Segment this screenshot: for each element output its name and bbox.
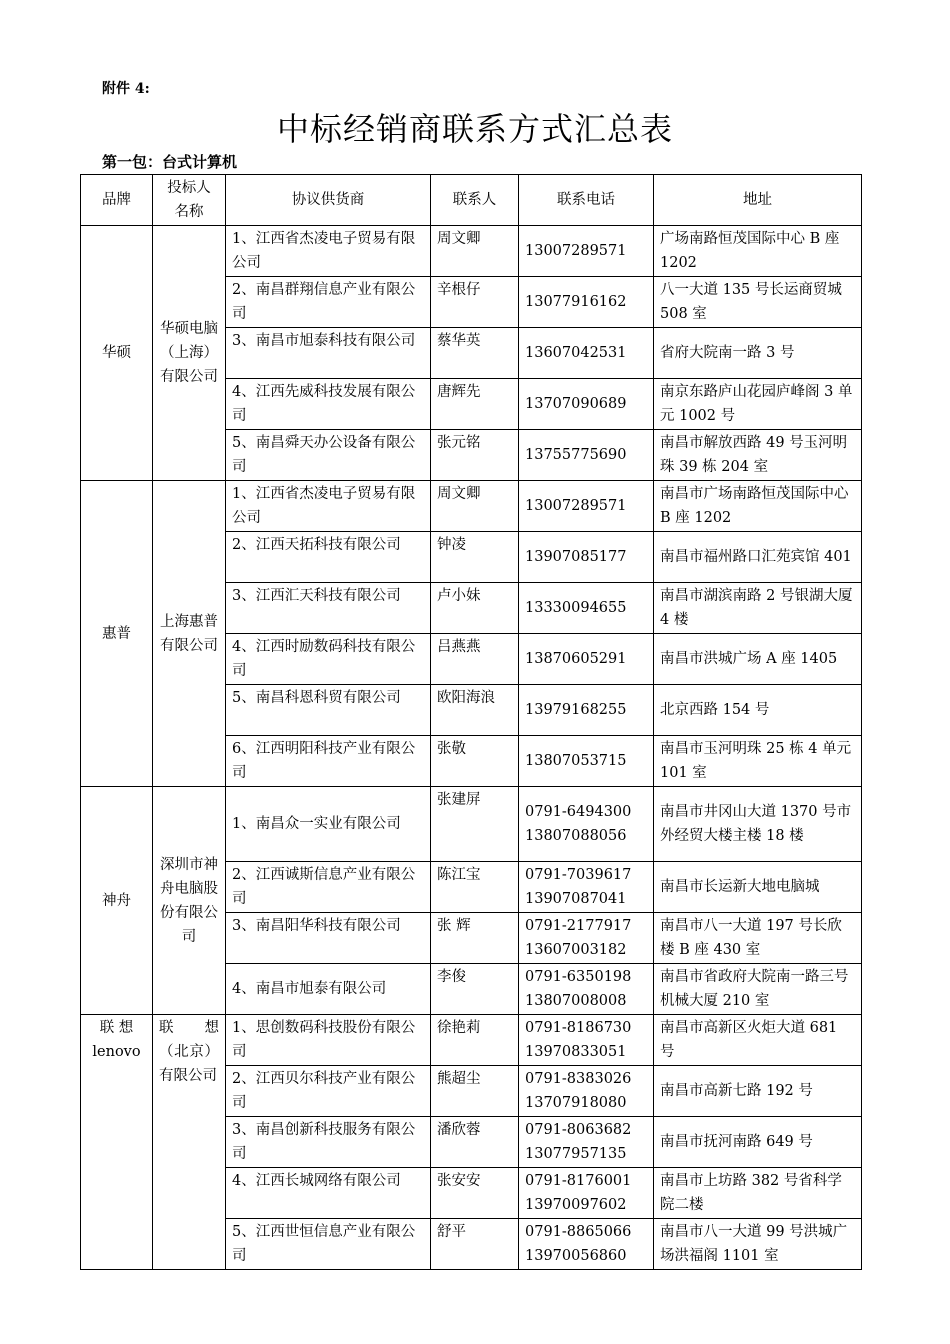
supplier-cell: 5、江西世恒信息产业有限公司 — [226, 1219, 431, 1270]
contact-cell: 吕燕燕 — [431, 634, 519, 685]
table-header-row — [81, 175, 862, 226]
brand-cell: 联 想 lenovo — [81, 1015, 153, 1270]
address-cell: 南昌市洪城广场 A 座 1405 — [654, 634, 862, 685]
supplier-cell: 5、南昌舜天办公设备有限公司 — [226, 430, 431, 481]
address-cell: 北京西路 154 号 — [654, 685, 862, 736]
table-row — [81, 226, 862, 277]
table-row — [81, 1015, 862, 1066]
supplier-cell: 2、江西贝尔科技产业有限公司 — [226, 1066, 431, 1117]
address-cell: 南昌市长运新大地电脑城 — [654, 862, 862, 913]
contact-cell: 熊超尘 — [431, 1066, 519, 1117]
supplier-cell: 4、江西时励数码科技有限公司 — [226, 634, 431, 685]
attachment-label: 附件 4: — [102, 81, 150, 97]
contact-cell: 蔡华英 — [431, 328, 519, 379]
contact-cell: 徐艳莉 — [431, 1015, 519, 1066]
dealer-contact-table — [80, 174, 862, 1270]
contact-cell: 潘欣蓉 — [431, 1117, 519, 1168]
address-cell: 南京东路庐山花园庐峰阁 3 单元 1002 号 — [654, 379, 862, 430]
contact-cell: 钟凌 — [431, 532, 519, 583]
supplier-cell: 4、南昌市旭泰有限公司 — [226, 964, 431, 1015]
contact-cell: 陈江宝 — [431, 862, 519, 913]
page-title: 中标经销商联系方式汇总表 — [276, 110, 673, 148]
supplier-cell: 6、江西明阳科技产业有限公司 — [226, 736, 431, 787]
supplier-cell: 1、江西省杰凌电子贸易有限公司 — [226, 226, 431, 277]
phone-cell: 13330094655 — [519, 583, 654, 634]
supplier-cell: 3、南昌阳华科技有限公司 — [226, 913, 431, 964]
supplier-cell: 2、江西天拓科技有限公司 — [226, 532, 431, 583]
address-cell: 八一大道 135 号长运商贸城 508 室 — [654, 277, 862, 328]
brand-cell: 华硕 — [81, 226, 153, 481]
address-cell: 南昌市高新区火炬大道 681 号 — [654, 1015, 862, 1066]
address-cell: 南昌市福州路口汇苑宾馆 401 — [654, 532, 862, 583]
phone-cell: 0791-6350198 13807008008 — [519, 964, 654, 1015]
phone-cell: 13707090689 — [519, 379, 654, 430]
brand-cell: 惠普 — [81, 481, 153, 787]
column-header-phone: 联系电话 — [519, 175, 654, 226]
phone-cell: 13807053715 — [519, 736, 654, 787]
bidder-cell: 华硕电脑（上海）有限公司 — [153, 226, 226, 481]
address-cell: 南昌市玉河明珠 25 栋 4 单元 101 室 — [654, 736, 862, 787]
phone-cell: 13907085177 — [519, 532, 654, 583]
section-heading: 第一包：台式计算机 — [102, 153, 238, 171]
column-header-bidder: 投标人 名称 — [153, 175, 226, 226]
contact-cell: 唐辉先 — [431, 379, 519, 430]
address-cell: 省府大院南一路 3 号 — [654, 328, 862, 379]
contact-cell: 周文卿 — [431, 481, 519, 532]
phone-cell: 0791-2177917 13607003182 — [519, 913, 654, 964]
contact-cell: 张敬 — [431, 736, 519, 787]
address-cell: 南昌市广场南路恒茂国际中心 B 座 1202 — [654, 481, 862, 532]
address-cell: 南昌市上坊路 382 号省科学院二楼 — [654, 1168, 862, 1219]
supplier-cell: 3、南昌市旭泰科技有限公司 — [226, 328, 431, 379]
phone-cell: 13607042531 — [519, 328, 654, 379]
contact-cell: 辛根仔 — [431, 277, 519, 328]
address-cell: 南昌市抚河南路 649 号 — [654, 1117, 862, 1168]
brand-cell: 神舟 — [81, 787, 153, 1015]
phone-cell: 0791-8176001 13970097602 — [519, 1168, 654, 1219]
phone-cell: 0791-8865066 13970056860 — [519, 1219, 654, 1270]
column-header-address: 地址 — [654, 175, 862, 226]
supplier-cell: 4、江西先威科技发展有限公司 — [226, 379, 431, 430]
phone-cell: 0791-6494300 13807088056 — [519, 787, 654, 862]
bidder-cell: 联 想（北京）有限公司 — [153, 1015, 226, 1270]
bidder-cell: 上海惠普有限公司 — [153, 481, 226, 787]
supplier-cell: 5、南昌科恩科贸有限公司 — [226, 685, 431, 736]
contact-cell: 李俊 — [431, 964, 519, 1015]
column-header-brand: 品牌 — [81, 175, 153, 226]
supplier-cell: 2、江西诚斯信息产业有限公司 — [226, 862, 431, 913]
phone-cell: 13007289571 — [519, 481, 654, 532]
address-cell: 广场南路恒茂国际中心 B 座 1202 — [654, 226, 862, 277]
contact-cell: 张元铭 — [431, 430, 519, 481]
phone-cell: 0791-8063682 13077957135 — [519, 1117, 654, 1168]
column-header-supplier: 协议供货商 — [226, 175, 431, 226]
contact-cell: 卢小妹 — [431, 583, 519, 634]
bidder-cell: 深圳市神舟电脑股份有限公司 — [153, 787, 226, 1015]
phone-cell: 13077916162 — [519, 277, 654, 328]
table-row — [81, 787, 862, 862]
contact-cell: 张建屏 — [431, 787, 519, 862]
contact-cell: 舒平 — [431, 1219, 519, 1270]
address-cell: 南昌市井冈山大道 1370 号市外经贸大楼主楼 18 楼 — [654, 787, 862, 862]
address-cell: 南昌市省政府大院南一路三号机械大厦 210 室 — [654, 964, 862, 1015]
phone-cell: 0791-8383026 13707918080 — [519, 1066, 654, 1117]
supplier-cell: 4、江西长城网络有限公司 — [226, 1168, 431, 1219]
contact-cell: 张 辉 — [431, 913, 519, 964]
phone-cell: 13755775690 — [519, 430, 654, 481]
supplier-cell: 1、南昌众一实业有限公司 — [226, 787, 431, 862]
column-header-contact: 联系人 — [431, 175, 519, 226]
phone-cell: 13870605291 — [519, 634, 654, 685]
supplier-cell: 2、南昌群翔信息产业有限公司 — [226, 277, 431, 328]
supplier-cell: 1、思创数码科技股份有限公司 — [226, 1015, 431, 1066]
contact-cell: 欧阳海浪 — [431, 685, 519, 736]
address-cell: 南昌市八一大道 99 号洪城广场洪福阁 1101 室 — [654, 1219, 862, 1270]
supplier-cell: 3、南昌创新科技服务有限公司 — [226, 1117, 431, 1168]
address-cell: 南昌市解放西路 49 号玉河明珠 39 栋 204 室 — [654, 430, 862, 481]
supplier-cell: 1、江西省杰凌电子贸易有限公司 — [226, 481, 431, 532]
contact-cell: 张安安 — [431, 1168, 519, 1219]
supplier-cell: 3、江西汇天科技有限公司 — [226, 583, 431, 634]
phone-cell: 13979168255 — [519, 685, 654, 736]
phone-cell: 13007289571 — [519, 226, 654, 277]
contact-cell: 周文卿 — [431, 226, 519, 277]
table-row — [81, 481, 862, 532]
address-cell: 南昌市高新七路 192 号 — [654, 1066, 862, 1117]
address-cell: 南昌市八一大道 197 号长欣楼 B 座 430 室 — [654, 913, 862, 964]
phone-cell: 0791-7039617 13907087041 — [519, 862, 654, 913]
phone-cell: 0791-8186730 13970833051 — [519, 1015, 654, 1066]
address-cell: 南昌市湖滨南路 2 号银湖大厦 4 楼 — [654, 583, 862, 634]
